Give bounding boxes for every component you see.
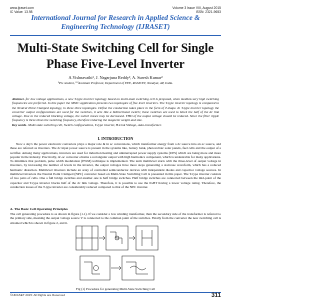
subsection-body: The cell generating procedure is as shown in figure (1.1). If we consider a low winding transformer, then the secondary side of the transformer is referred to the primary side, meaning the output voltage source V is connected to the common point of the switches. Finally from the converter the new switching cell is obtained which is shown in figure 2, and it.	[10, 212, 221, 225]
circuit-inductor	[130, 266, 146, 270]
footer-copyright: ©IJRASET 2015: All Rights are Reserved	[10, 293, 66, 297]
circuit-wire	[84, 262, 100, 274]
header-right	[172, 6, 221, 14]
journal-divider	[10, 35, 221, 36]
header-left	[10, 6, 34, 14]
header-issn: ISSN: 2321-9653	[195, 10, 221, 14]
intro-paragraph: Now a day's the power electronic converters plays a major role & in ac conversions, which transformer energy from a dc source into an ac source, and these are referred as inverters. The dc input power source is present in the systems like, battery bank, photovoltaic solar panels, fuel cells and the output of a rectifier. Among many applications, inverters are used for induction heating and uninterrupted power supply systems (UPS) which are being more and more popular in the industry. Practically, dc-ac converter obtains a rectangular output with high harmonics component, which is undesirable for many applications. To minimize that problem, pulse width modulation (PWM) technique is implemented. The term multilevel starts with the three-level of output voltage in inverters, by increasing the number of levels in the inverter, the output voltages have more steps generating a staircase waveform, which has a reduced harmonic distortion. Multilevel inverters include an array of controlled semiconductor devices with independent diodes and capacitor voltage sources. In multilevel inverters the Neutral Point Clamped (NPC) converter based on Multi-State Switching Cell is presented in this paper. The T-type inverter consists of two pairs of cells. One a full bridge switches and another one is half bridge switches. Half bridge switches are connected between the mid-point of the capacitor and T-type inverter blocks half of the dc link voltage. Therefore, it is possible to use the IGBT having a lower voltage rating. Therefore, the conduction losses of the T-type inverter are considerably reduced compared to that of the NPC inverter.	[10, 142, 221, 189]
circuit-node	[94, 266, 99, 271]
intro-heading: I. INTRODUCTION	[97, 136, 134, 141]
paper-authors: A.Vishnavathi¹, J. Nagarjuna Reddy², A. Suresh Kumar³	[68, 75, 163, 80]
figure-caption: Fig (1) Procedure for generating Multi-State Switching Cell	[75, 287, 156, 291]
arrow-right-icon	[111, 266, 121, 270]
header-ic-value: IC Value: 13.98	[10, 10, 33, 14]
circuit-wire	[126, 262, 148, 274]
arrow-right-icon	[99, 236, 105, 240]
keywords-text: - Multi-state switching cell, Switch configurations, T-type inverter, H-Link Voltage, Auto-transformer.	[26, 122, 162, 127]
arrow-right-icon	[129, 236, 135, 240]
subsection-heading: A. The Basic Cell Operating Principles	[10, 207, 68, 211]
paper-title: Multi-State Switching Cell for Single Phase Five-Level Inverter	[17, 41, 214, 71]
abstract	[12, 97, 219, 127]
abstract-label: Abstract	[12, 97, 24, 101]
paper-affiliation: ¹PG student, ²·³Assistant Professor, Department of EEE, RGMCET, Nandyal, AP, India.	[58, 81, 173, 85]
header-volume: Volume 3 Issue VIII, August 2015	[172, 6, 221, 10]
page-number: 311	[211, 293, 221, 299]
keywords-label: Key words	[12, 122, 27, 127]
circuit-wire	[110, 232, 122, 244]
circuit-figure	[72, 222, 162, 284]
circuit-block-lower-left	[80, 256, 110, 280]
journal-name: International Journal for Research in Applied Science & Engineering Technology (IJRASET)	[31, 14, 200, 31]
header-website: www.ijraset.com	[10, 6, 34, 10]
intro-body	[10, 142, 221, 189]
abstract-text: - for low voltage applications, a new T-type inverter topology based on multi-state switching cell is proposed, when medium-very high switching frequencies are preferred. In this paper the MSSC application presents two topologies of five level inverters. The T-type inverter topology is compared to the Neutral Point Clamped topology, in these three topologies. Define the conduction takes place in the form of T-shape. In T-type inverter topology the converter output configurations are used for the switches, it acts like a bidirectional switch; these switches are used to block the half of the dc link voltage. Due to the reduced blocking voltage, the switch losses may be decreased. THD of the output voltage should be reduced. Since the filter ripple frequency is three times the switching frequency, therefore reducing the magnetic weight and size.	[12, 97, 219, 123]
